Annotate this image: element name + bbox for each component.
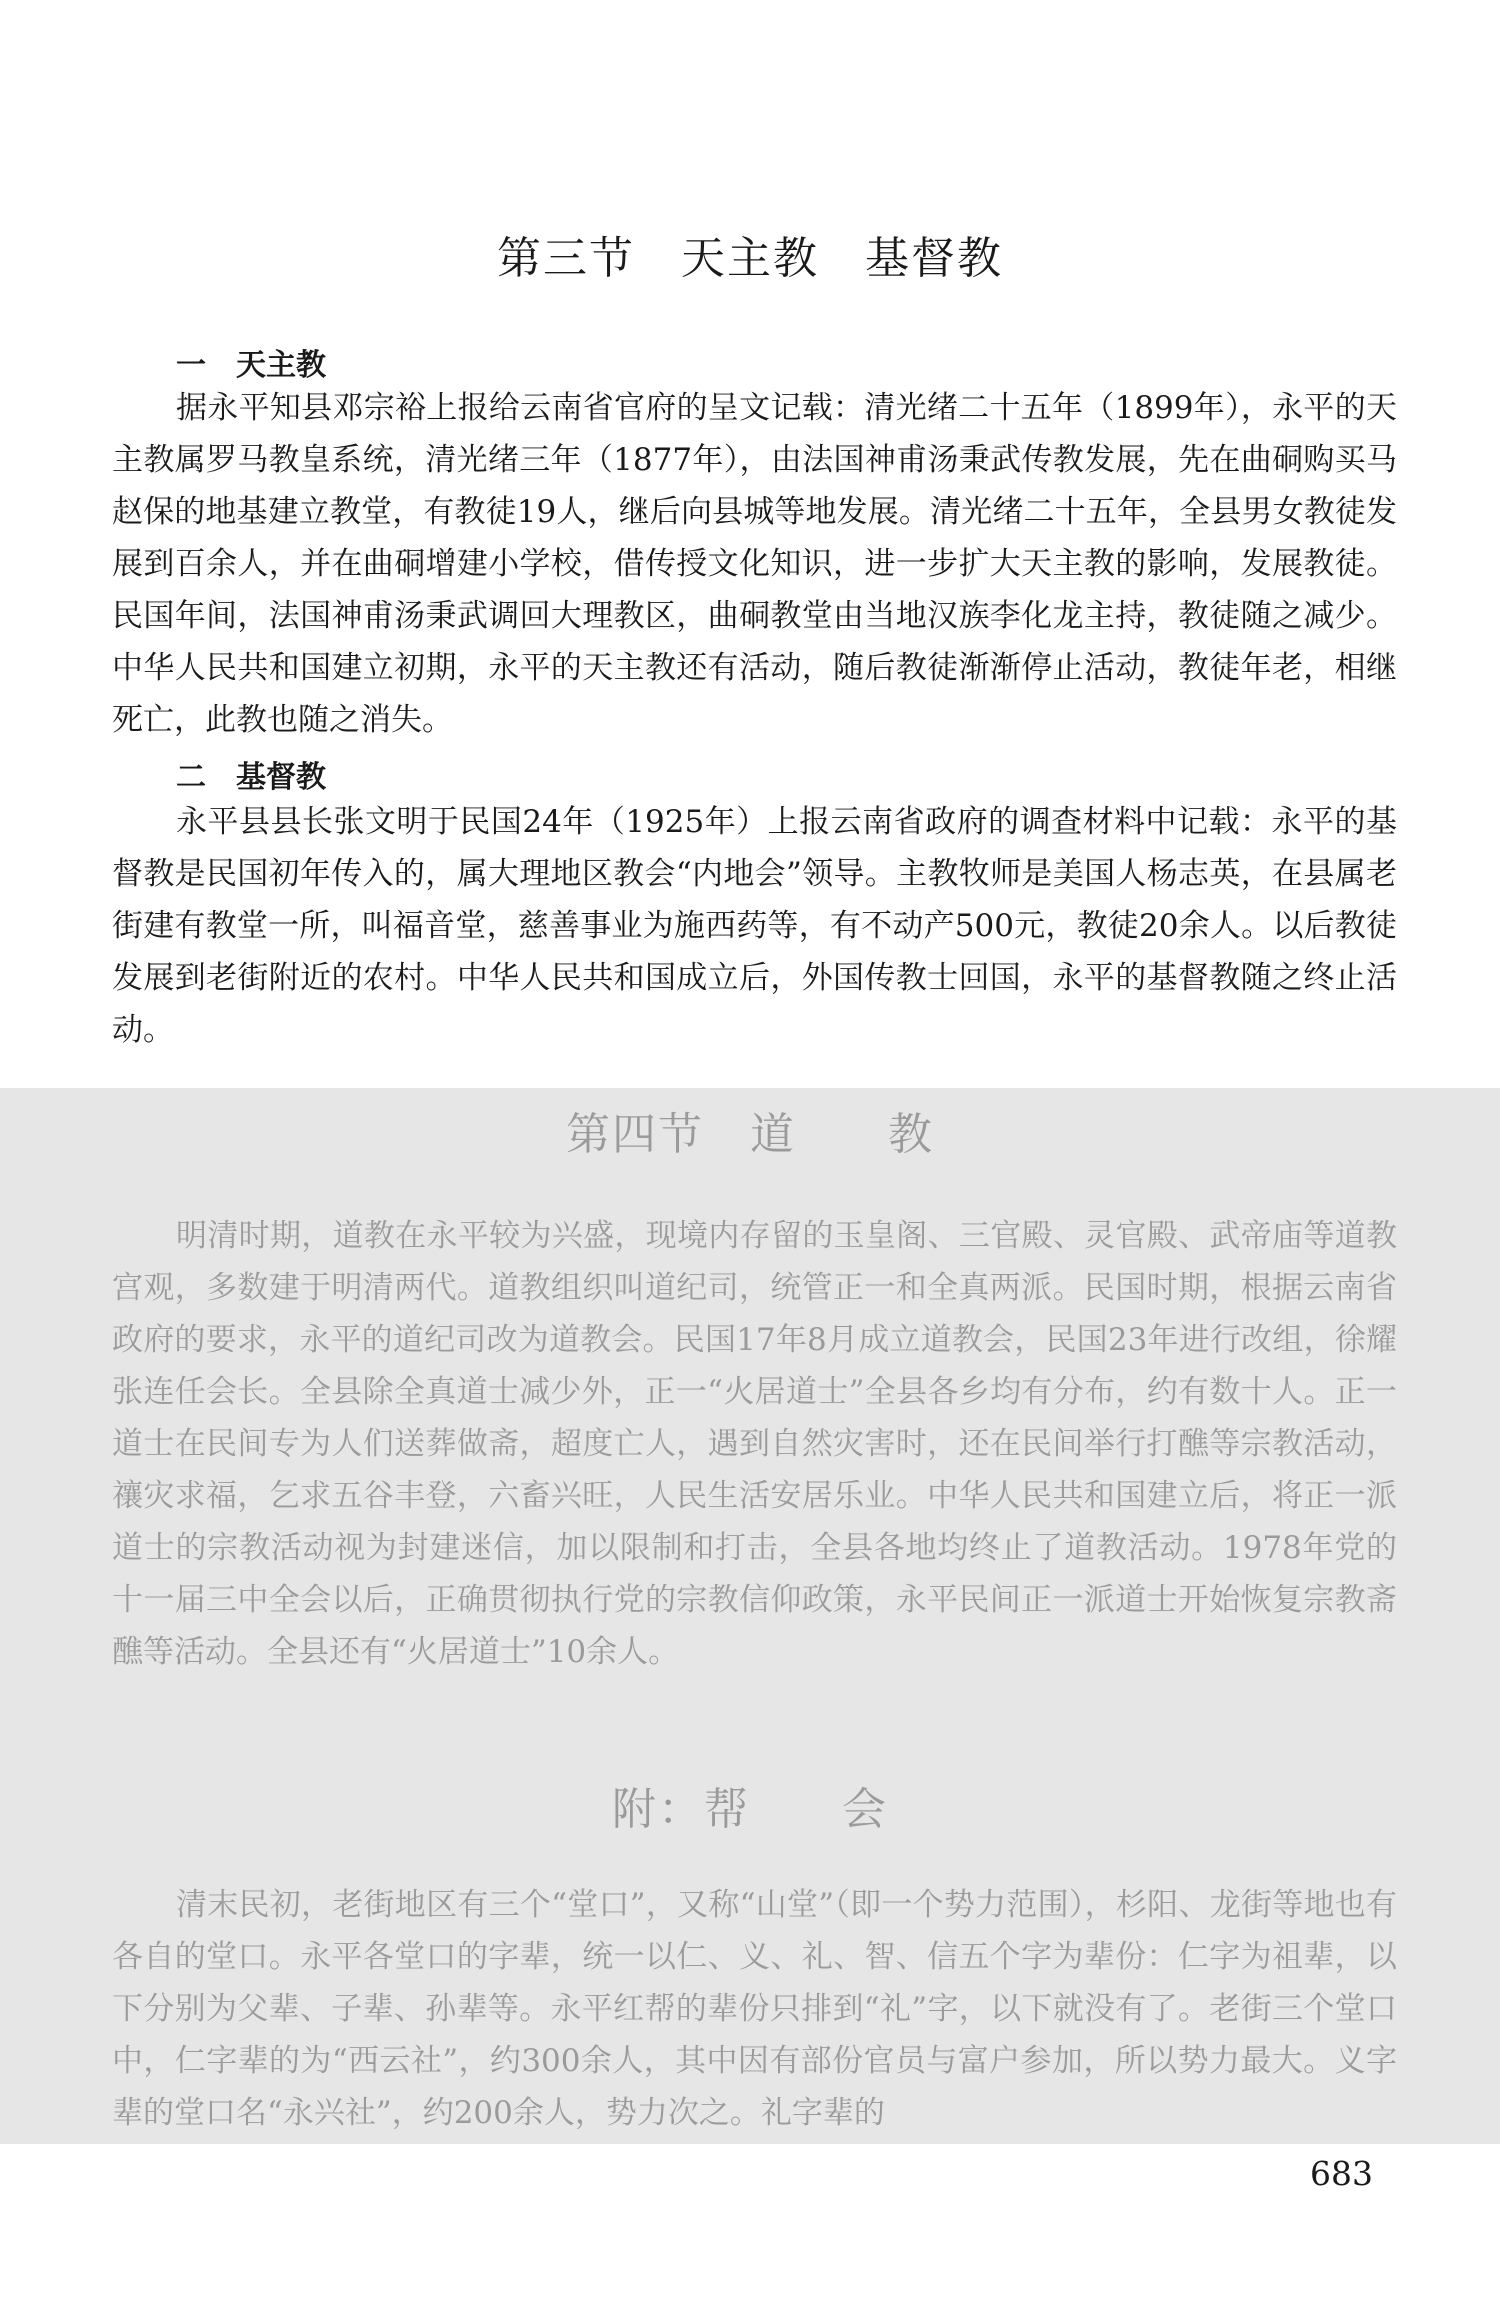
protestantism-paragraph: 永平县县长张文明于民国24年（1925年）上报云南省政府的调查材料中记载：永平的基督教是民国初年传入的，属大理地区教会“内地会”领导。主教牧师是美国人杨志英，在县属老街建有教堂一所，叫福音堂，慈善事业为施西药等，有不动产500元，教徒20余人。以后教徒发展到老街附近的农村。中华人民共和国成立后，外国传教士回国，永平的基督教随之终止活动。 [112,804,1397,1048]
page-number: 683 [1310,2154,1373,2193]
catholicism-paragraph: 据永平知县邓宗裕上报给云南省官府的呈文记载：清光绪二十五年（1899年），永平的天主教属罗马教皇系统，清光绪三年（1877年），由法国神甫汤秉武传教发展，先在曲硐购买马赵保的地基建立教堂，有教徒19人，继后向县城等地发展。清光绪二十五年，全县男女教徒发展到百余人，并在曲硐增建小学校，借传授文化知识，进一步扩大天主教的影响，发展教徒。民国年间，法国神甫汤秉武调回大理教区，曲硐教堂由当地汉族李化龙主持，教徒随之减少。中华人民共和国建立初期，永平的天主教还有活动，随后教徒渐渐停止活动，教徒年老，相继死亡，此教也随之消失。 [112,390,1397,738]
taoism-paragraph: 明清时期，道教在永平较为兴盛，现境内存留的玉皇阁、三官殿、灵官殿、武帝庙等道教宫观，多数建于明清两代。道教组织叫道纪司，统管正一和全真两派。民国时期，根据云南省政府的要求，永平的道纪司改为道教会。民国17年8月成立道教会，民国23年进行改组，徐耀张连任会长。全县除全真道士减少外，正一“火居道士”全县各乡均有分布，约有数十人。正一道士在民间专为人们送葬做斋，超度亡人，遇到自然灾害时，还在民间举行打醮等宗教活动，禳灾求福，乞求五谷丰登，六畜兴旺，人民生活安居乐业。中华人民共和国建立后，将正一派道士的宗教活动视为封建迷信，加以限制和打击，全县各地均终止了道教活动。1978年党的十一届三中全会以后，正确贯彻执行党的宗教信仰政策，永平民间正一派道士开始恢复宗教斋醮等活动。全县还有“火居道士”10余人。 [112,1218,1397,1670]
gangs-paragraph: 清末民初，老街地区有三个“堂口”，又称“山堂”（即一个势力范围），杉阳、龙街等地也有各自的堂口。永平各堂口的字辈，统一以仁、义、礼、智、信五个字为辈份：仁字为祖辈，以下分别为父辈、子辈、孙辈等。永平红帮的辈份只排到“礼”字，以下就没有了。老街三个堂口中，仁字辈的为“西云社”，约300余人，其中因有部份官员与富户参加，所以势力最大。义字辈的堂口名“永兴社”，约200余人，势力次之。礼字辈的 [112,1887,1397,2131]
catholicism-heading: 一 天主教 [176,348,326,383]
appendix-title: 附：帮 会 [612,1784,888,1835]
section4-title: 第四节 道 教 [566,1109,934,1160]
protestantism-heading: 二 基督教 [176,760,326,795]
section3-title: 第三节 天主教 基督教 [497,233,1003,284]
